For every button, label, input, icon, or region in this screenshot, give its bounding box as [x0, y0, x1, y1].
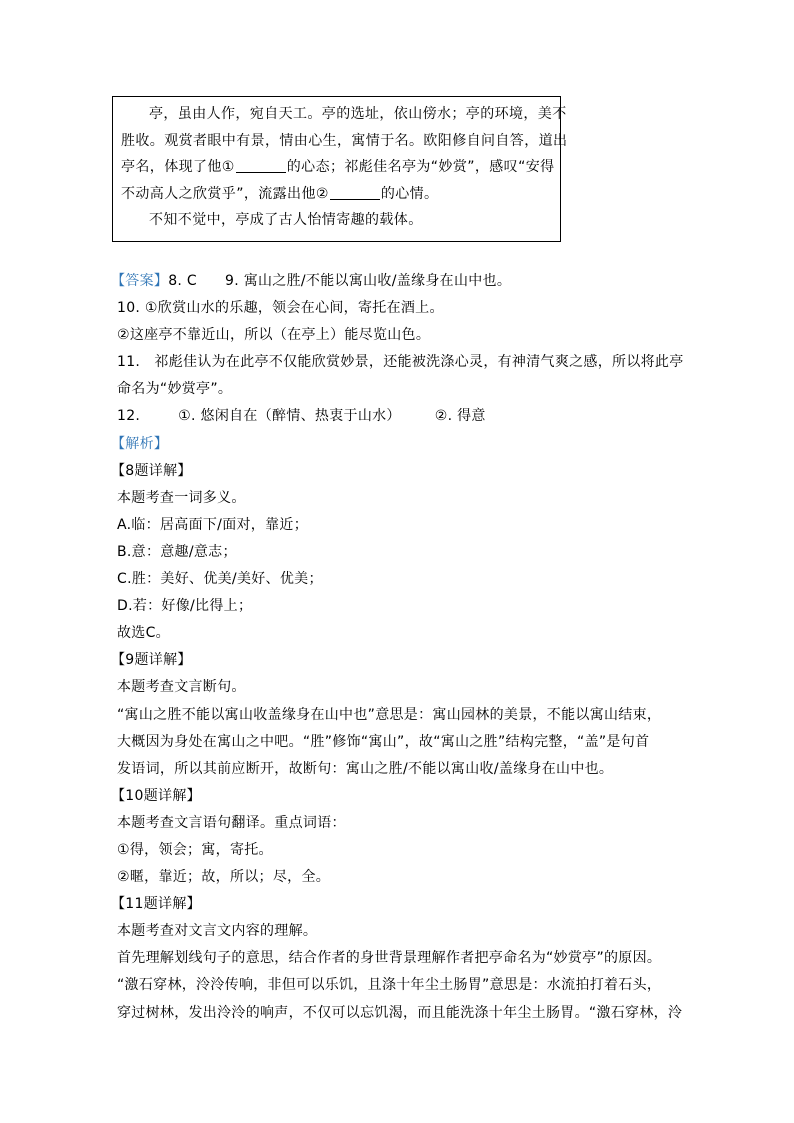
q9-line: 发语词，所以其前应断开，故断句：寓山之胜/不能以寓山收/盖缘身在山中也。 — [117, 760, 614, 777]
box-line-4-end: 的心情。 — [380, 185, 439, 202]
answer-q9: 9. 寓山之胜/不能以寓山收/盖缘身在山中也。 — [225, 273, 512, 289]
box-line-4-start: 不动高人之欣赏乎”，流露出他② — [121, 185, 329, 202]
q8-line: C.胜：美好、优美/美好、优美； — [117, 571, 323, 588]
box-line-4 — [121, 181, 552, 208]
answer-q11-line-1: 11. 祁彪佳认为在此亭不仅能欣赏妙景，还能被洗涤心灵，有神清气爽之感，所以将此亭 — [117, 354, 684, 371]
q9-heading: 【9题详解】 — [111, 652, 192, 669]
answer-tag: 【答案】 — [111, 273, 169, 289]
q9-line: 本题考查文言断句。 — [117, 679, 246, 696]
fill-blank-2 — [330, 185, 380, 200]
fill-blank-1 — [236, 158, 286, 173]
q8-heading: 【8题详解】 — [111, 462, 192, 479]
q9-line: “寓山之胜不能以寓山收盖缘身在山中也”意思是：寓山园林的美景，不能以寓山结束， — [117, 706, 662, 723]
analysis-tag: 【解析】 — [111, 435, 169, 452]
q11-line: “激石穿林，泠泠传响，非但可以乐饥，且涤十年尘土肠胃”意思是：水流拍打着石头， — [117, 977, 662, 994]
answer-analysis-section — [111, 268, 687, 1027]
box-line-2: 胜收。观赏者眼中有景，情由心生，寓情于名。欧阳修自问自答，道出 — [121, 132, 568, 149]
q8-line: B.意：意趣/意志； — [117, 543, 237, 560]
answer-q11-line-2: 命名为“妙赏亭”。 — [117, 381, 233, 398]
answer-q12-part2: ②. 得意 — [434, 408, 486, 425]
q8-line: 故选C。 — [117, 625, 170, 642]
q8-line: A.临：居高面下/面对，靠近； — [117, 516, 308, 533]
q10-line: ②暱，靠近；故，所以；尽，全。 — [117, 869, 331, 886]
q11-line: 本题考查对文言文内容的理解。 — [117, 923, 318, 940]
q11-line: 首先理解划线句子的意思，结合作者的身世背景理解作者把亭命名为“妙赏亭”的原因。 — [117, 950, 662, 967]
q11-line: 穿过树林，发出泠泠的响声，不仅可以忘饥渴，而且能洗涤十年尘土肠胃。“激石穿林，泠 — [117, 1004, 683, 1021]
box-line-1: 亭，虽由人作，宛自天工。亭的选址，依山傍水；亭的环境，美不 — [149, 106, 567, 122]
answer-q10-line-1: 10. ①欣赏山水的乐趣，领会在心间，寄托在酒上。 — [117, 300, 444, 317]
answer-q8: 8. C — [168, 273, 197, 289]
box-line-3-start: 亭名，体现了他① — [121, 159, 235, 175]
analysis-tag-line — [111, 431, 687, 458]
answer-q12-number: 12. — [117, 408, 141, 425]
q11-heading: 【11题详解】 — [111, 896, 201, 913]
box-line-3-end: 的心态；祁彪佳名亭为“妙赏”，感叹“安得 — [286, 159, 555, 175]
passage-summary-box — [112, 96, 568, 242]
q10-line: 本题考查文言语句翻译。重点词语： — [117, 814, 346, 831]
box-line-3 — [121, 154, 555, 181]
answer-q10-line-2: ②这座亭不靠近山，所以（在亭上）能尽览山色。 — [117, 327, 431, 344]
answer-q12-line — [117, 403, 687, 430]
q8-line: D.若：好像/比得上； — [117, 598, 253, 615]
answer-q12-part1: ①. 悠闲自在（醉情、热衷于山水） — [178, 408, 401, 425]
q9-line: 大概因为身处在寓山之中吧。“胜”修饰“寓山”，故“寓山之胜”结构完整，“盖”是句首 — [117, 733, 650, 750]
q10-heading: 【10题详解】 — [111, 787, 201, 804]
box-line-5: 不知不觉中，亭成了古人怡情寄趣的载体。 — [149, 212, 423, 228]
answer-line — [111, 268, 687, 295]
q10-line: ①得，领会；寓，寄托。 — [117, 841, 273, 858]
q8-line: 本题考查一词多义。 — [117, 489, 246, 506]
